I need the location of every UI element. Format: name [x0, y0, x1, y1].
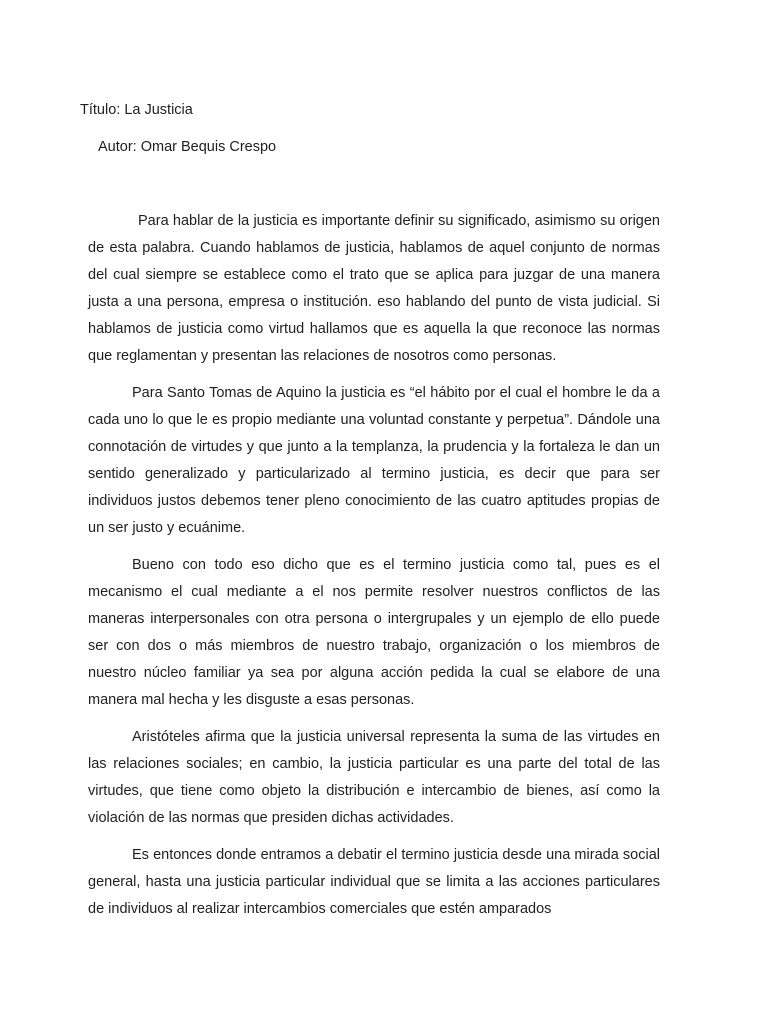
document-body — [88, 208, 660, 933]
paragraph-3: Bueno con todo eso dicho que es el termino justicia como tal, pues es el mecanismo el cual mediante a el nos permite resolver nuestros conflictos de las maneras interpersonales con otra persona o intergrupales y un ejemplo de ello puede ser con dos o más miembros de nuestro trabajo, organización o los miembros de nuestro núcleo familiar ya sea por alguna acción pedida la cual se elabore de una manera mal hecha y les disguste a esas personas. — [88, 557, 660, 708]
document-author: Autor: Omar Bequis Crespo — [98, 139, 277, 155]
paragraph-5: Es entonces donde entramos a debatir el termino justicia desde una mirada social general, hasta una justicia particular individual que se limita a las acciones particulares de individuos al realizar intercambios comerciales que estén amparados — [88, 847, 660, 917]
paragraph-2: Para Santo Tomas de Aquino la justicia es “el hábito por el cual el hombre le da a cada uno lo que le es propio mediante una voluntad constante y perpetua”. Dándole una connotación de virtudes y que junto a la templanza, la prudencia y la fortaleza le dan un sentido generalizado y particularizado al termino justicia, es decir que para ser individuos justos debemos tener pleno conocimiento de las cuatro aptitudes propias de un ser justo y ecuánime. — [88, 385, 660, 536]
paragraph-4: Aristóteles afirma que la justicia universal representa la suma de las virtudes en las relaciones sociales; en cambio, la justicia particular es una parte del total de las virtudes, que tiene como objeto la distribución e intercambio de bienes, así como la violación de las normas que presiden dichas actividades. — [88, 729, 660, 826]
paragraph-1: Para hablar de la justicia es importante definir su significado, asimismo su origen de esta palabra. Cuando hablamos de justicia, hablamos de aquel conjunto de normas del cual siempre se establece como el trato que se aplica para juzgar de una manera justa a una persona, empresa o institución. eso hablando del punto de vista judicial. Si hablamos de justicia como virtud hallamos que es aquella la que reconoce las normas que reglamentan y presentan las relaciones de nosotros como personas. — [88, 213, 660, 364]
document-title: Título: La Justicia — [80, 102, 193, 118]
